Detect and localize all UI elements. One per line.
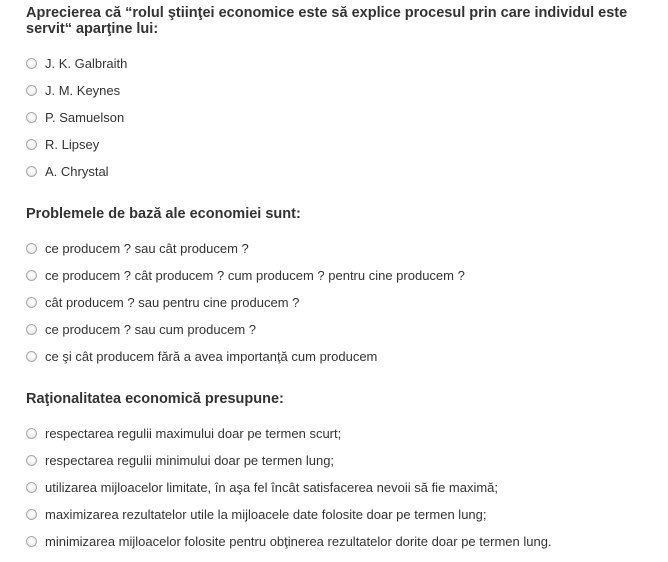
- answer-option[interactable]: [26, 266, 465, 284]
- radio-button[interactable]: [26, 85, 37, 96]
- radio-button[interactable]: [26, 428, 37, 439]
- radio-button[interactable]: [26, 455, 37, 466]
- radio-button[interactable]: [26, 351, 37, 362]
- radio-button[interactable]: [26, 270, 37, 281]
- answer-option[interactable]: [26, 293, 299, 311]
- answer-label: R. Lipsey: [45, 136, 100, 152]
- answer-label: respectarea regulii maximului doar pe termen scurt;: [45, 425, 342, 441]
- question-title: Raţionalitatea economică presupune:: [26, 391, 284, 407]
- radio-button[interactable]: [26, 139, 37, 150]
- answer-label: cât producem ? sau pentru cine producem ?: [45, 294, 300, 310]
- answer-option[interactable]: [26, 320, 256, 338]
- answer-option[interactable]: [26, 424, 341, 442]
- answer-option[interactable]: [26, 451, 334, 469]
- answer-option[interactable]: [26, 135, 99, 153]
- answer-label: ce şi cât producem fără a avea importanţă cum producem: [45, 348, 378, 364]
- radio-button[interactable]: [26, 509, 37, 520]
- radio-button[interactable]: [26, 297, 37, 308]
- answer-label: ce producem ? cât producem ? cum producem ? pentru cine producem ?: [45, 267, 465, 283]
- radio-button[interactable]: [26, 166, 37, 177]
- radio-button[interactable]: [26, 58, 37, 69]
- radio-button[interactable]: [26, 324, 37, 335]
- answer-option[interactable]: [26, 478, 498, 496]
- radio-button[interactable]: [26, 536, 37, 547]
- answer-label: utilizarea mijloacelor limitate, în aşa fel încât satisfacerea nevoii să fie maximă;: [45, 479, 499, 495]
- answer-label: J. K. Galbraith: [45, 55, 128, 71]
- answer-label: A. Chrystal: [45, 163, 109, 179]
- answer-option[interactable]: [26, 505, 487, 523]
- answer-option[interactable]: [26, 239, 249, 257]
- answer-option[interactable]: [26, 347, 377, 365]
- answer-option[interactable]: [26, 54, 127, 72]
- answer-label: P. Samuelson: [45, 109, 125, 125]
- question-title: Aprecierea că “rolul ştiinţei economice este să explice procesul prin care individul este servit“ aparţine lui:: [26, 5, 628, 37]
- answer-label: J. M. Keynes: [45, 82, 121, 98]
- answer-option[interactable]: [26, 162, 109, 180]
- answer-label: maximizarea rezultatelor utile la mijloacele date folosite doar pe termen lung;: [45, 506, 487, 522]
- answer-label: ce producem ? sau cum producem ?: [45, 321, 256, 337]
- answer-option[interactable]: [26, 81, 120, 99]
- answer-option[interactable]: [26, 532, 552, 550]
- radio-button[interactable]: [26, 482, 37, 493]
- answer-label: minimizarea mijloacelor folosite pentru obţinerea rezultatelor dorite doar pe termen lung.: [45, 533, 552, 549]
- radio-button[interactable]: [26, 243, 37, 254]
- radio-button[interactable]: [26, 112, 37, 123]
- answer-label: respectarea regulii minimului doar pe termen lung;: [45, 452, 335, 468]
- answer-label: ce producem ? sau cât producem ?: [45, 240, 249, 256]
- answer-option[interactable]: [26, 108, 124, 126]
- question-title: Problemele de bază ale economiei sunt:: [26, 206, 301, 222]
